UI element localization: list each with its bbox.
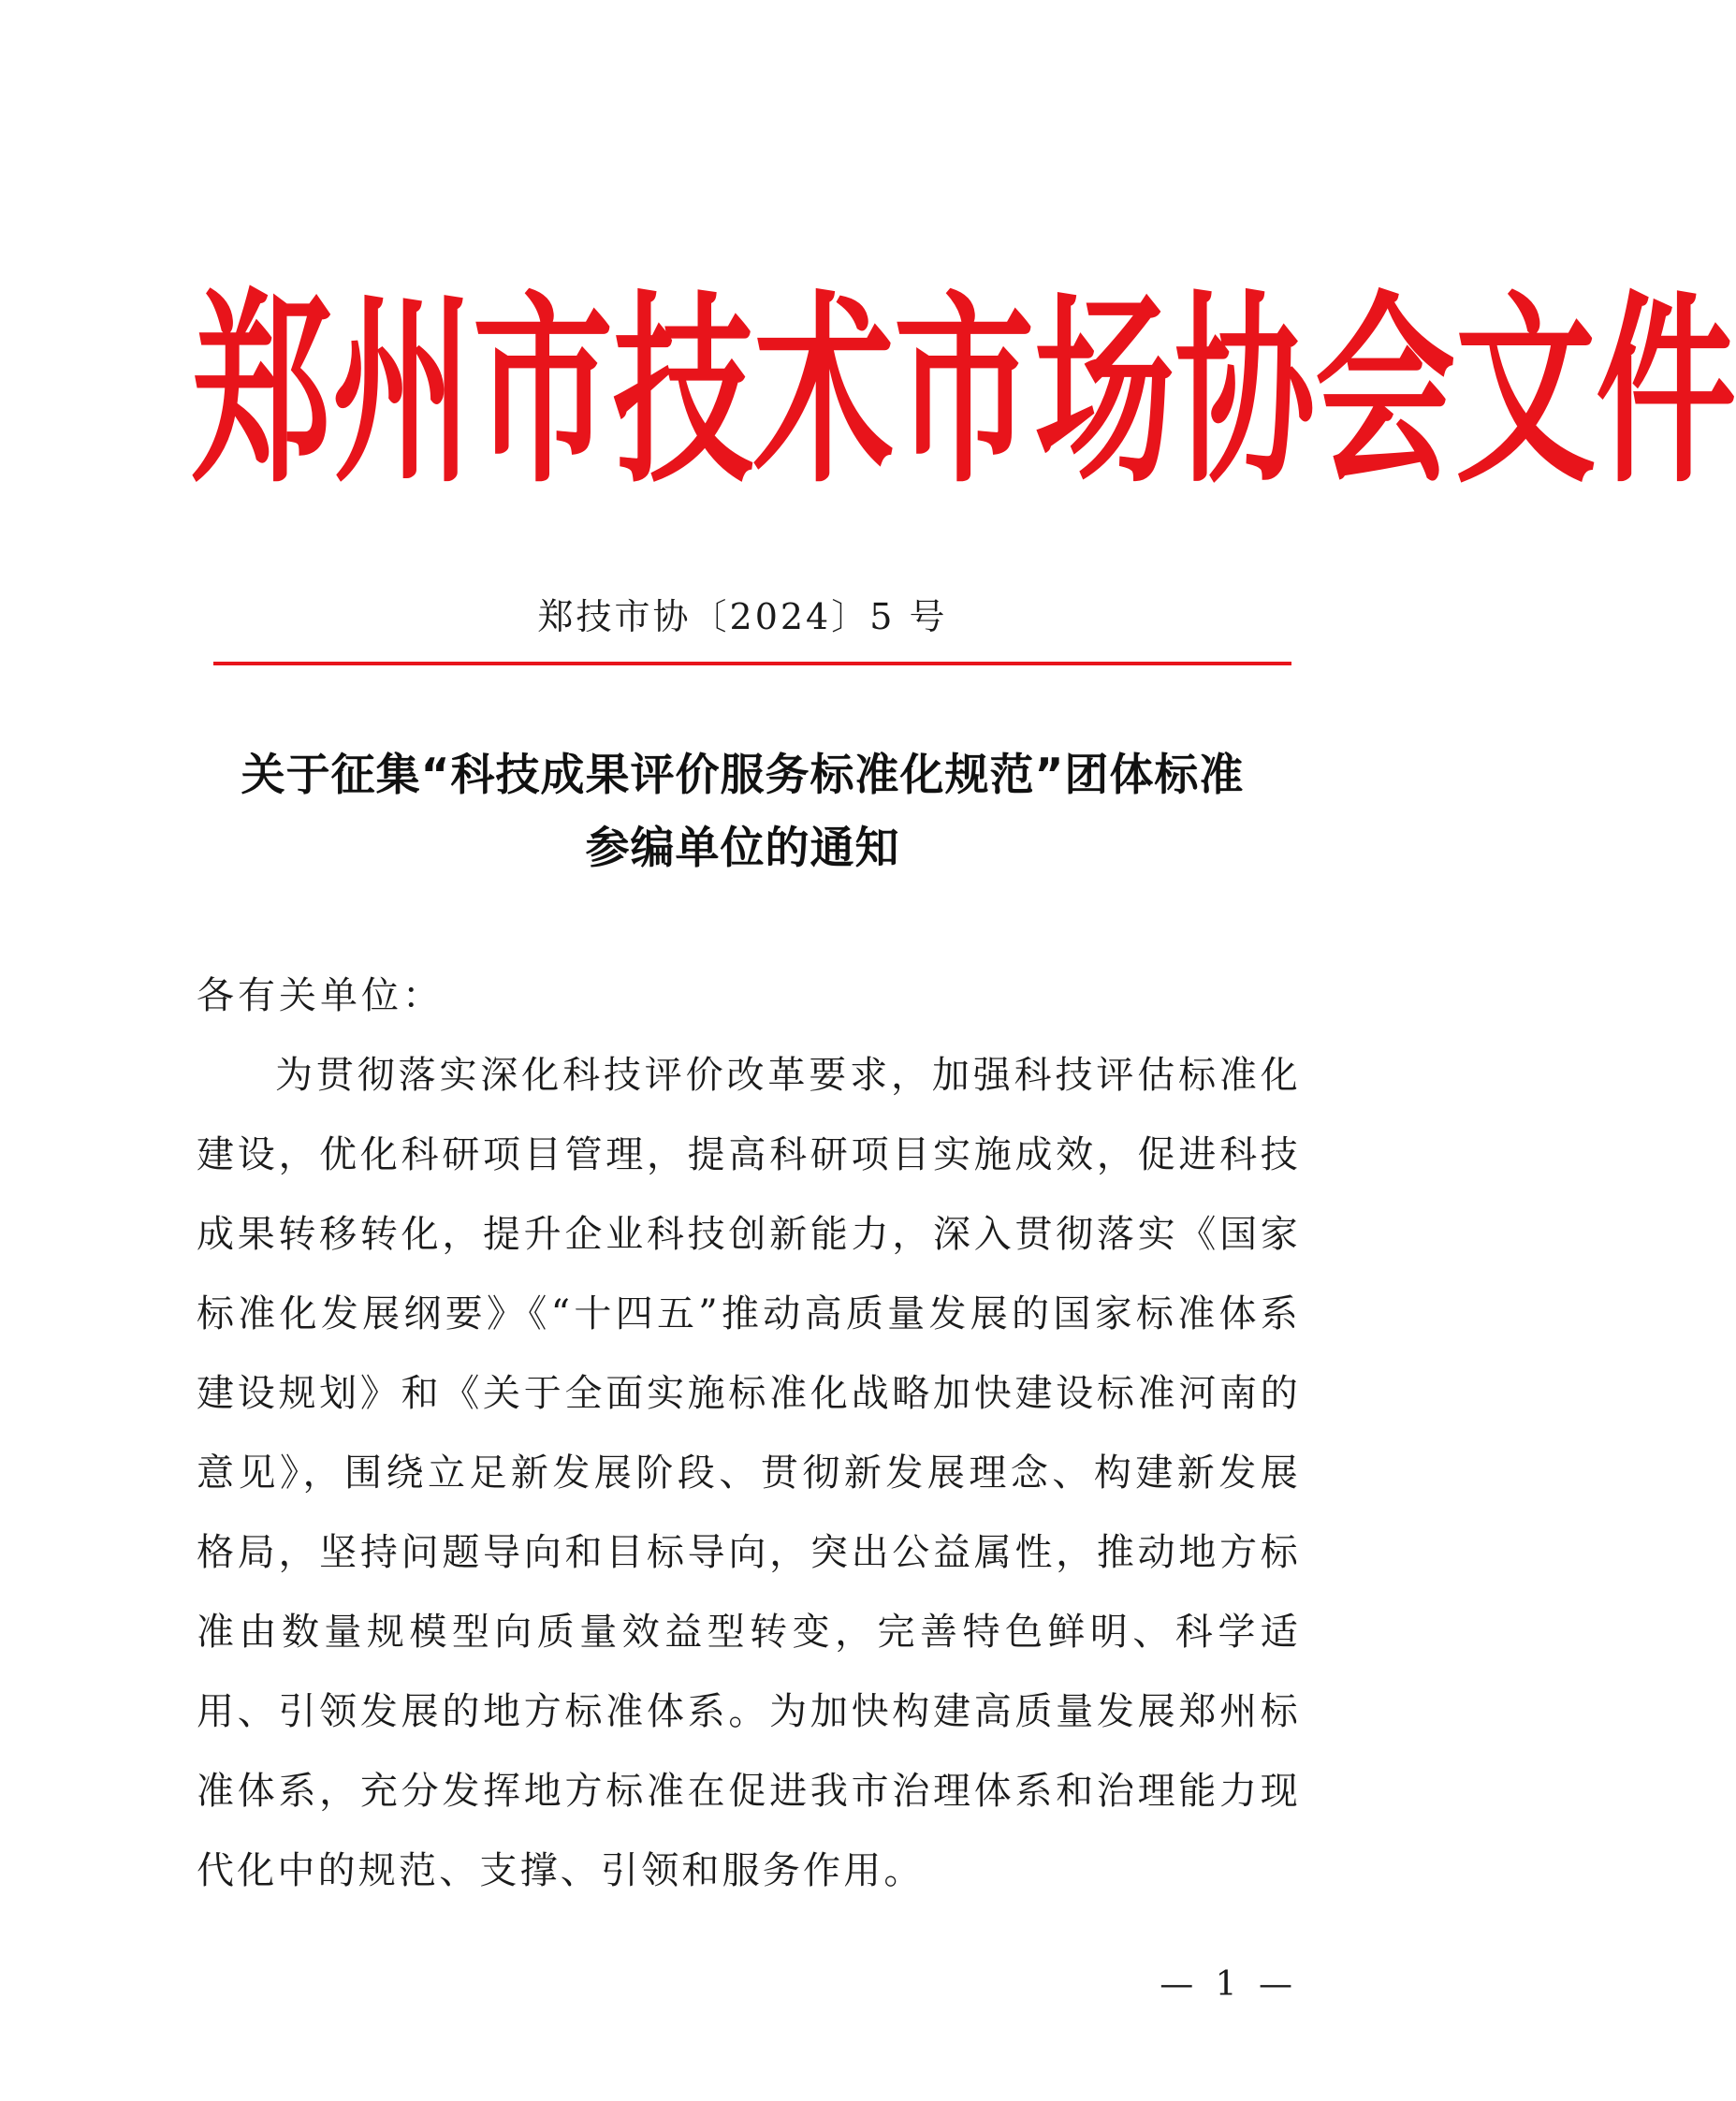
masthead-char: 州: [332, 274, 474, 512]
red-divider: [213, 662, 1291, 665]
document-number: 郑技市协〔2024〕5 号: [537, 596, 948, 637]
title-line-2: 参编单位的通知: [585, 823, 900, 874]
notice-body: [197, 956, 1301, 1911]
salutation: 各有关单位：: [197, 974, 444, 1017]
masthead-char: 件: [1596, 274, 1736, 512]
masthead-char: 郑: [192, 274, 333, 512]
page-number: — 1 —: [1160, 1965, 1298, 2004]
masthead-char: 文: [1455, 274, 1597, 512]
masthead-char: 技: [613, 274, 754, 512]
body-paragraph: 为贯彻落实深化科技评价改革要求，加强科技评估标准化建设，优化科研项目管理，提高科研项目实施成效，促进科技成果转移转化，提升企业科技创新能力，深入贯彻落实《国家标准化发展纲要》《“十四五”推动高质量发展的国家标准体系建设规划》和《关于全面实施标准化战略加快建设标准河南的意见》，围绕立足新发展阶段、贯彻新发展理念、构建新发展格局，坚持问题导向和目标导向，突出公益属性，推动地方标准由数量规模型向质量效益型转变，完善特色鲜明、科学适用、引领发展的地方标准体系。为加快构建高质量发展郑州标准体系，充分发挥地方标准在促进我市治理体系和治理能力现代化中的规范、支撑、引领和服务作用。: [197, 1054, 1301, 1892]
masthead-char: 协: [1174, 274, 1316, 512]
masthead-title: [192, 271, 1736, 515]
masthead-char: 场: [1034, 274, 1175, 512]
masthead-char: 术: [753, 274, 895, 512]
masthead-char: 会: [1315, 274, 1456, 512]
masthead-char: 市: [894, 274, 1035, 512]
masthead-char: 市: [473, 274, 614, 512]
title-line-1: 关于征集“科技成果评价服务标准化规范”团体标准: [241, 750, 1245, 801]
notice-title: [140, 739, 1345, 885]
